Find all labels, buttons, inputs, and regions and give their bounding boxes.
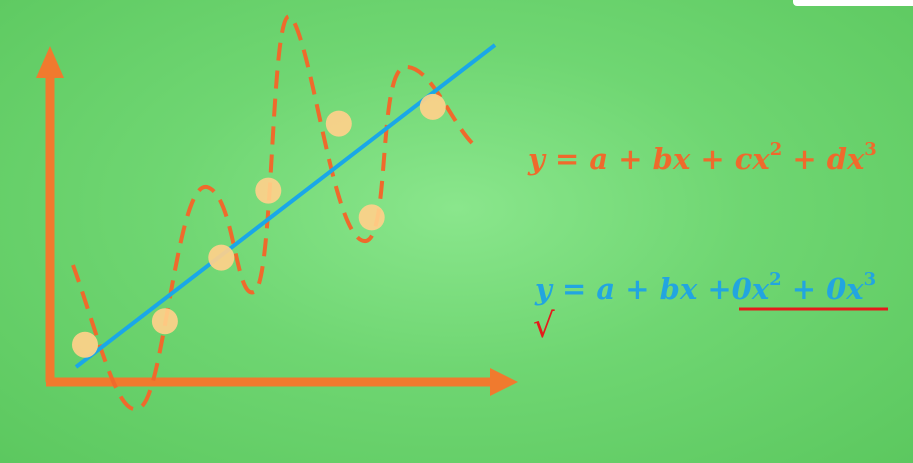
data-point [420,94,446,120]
eq1-terms: a + bx + cx [589,142,770,176]
eq2-zero-term-a: 0x [731,272,770,306]
eq2-lhs: y [535,272,552,306]
reduced-equation [535,269,877,306]
eq1-exp2: 2 [769,139,783,160]
data-point [255,178,281,204]
check-mark-icon: √ [533,306,555,346]
data-point [326,111,352,137]
eq2-exp3: 3 [863,269,877,290]
data-point [152,308,178,334]
eq2-exp2: 2 [769,269,782,290]
linear-fit-line [76,45,495,367]
y-axis-arrowhead [36,46,64,78]
eq2-terms: a + bx + [596,272,732,306]
data-point [208,245,234,271]
eq1-exp3: 3 [864,139,877,160]
cubic-equation [528,139,877,176]
eq2-equals: = [561,272,587,306]
x-axis-arrowhead [490,368,518,396]
eq2-zero-term-b: + 0x [781,272,864,306]
eq1-lhs: y [528,142,545,176]
eq1-equals: = [554,142,580,176]
overfit-curve [73,16,472,409]
eq1-mid: + dx [782,142,865,176]
data-point [359,204,385,230]
data-point [72,332,98,358]
